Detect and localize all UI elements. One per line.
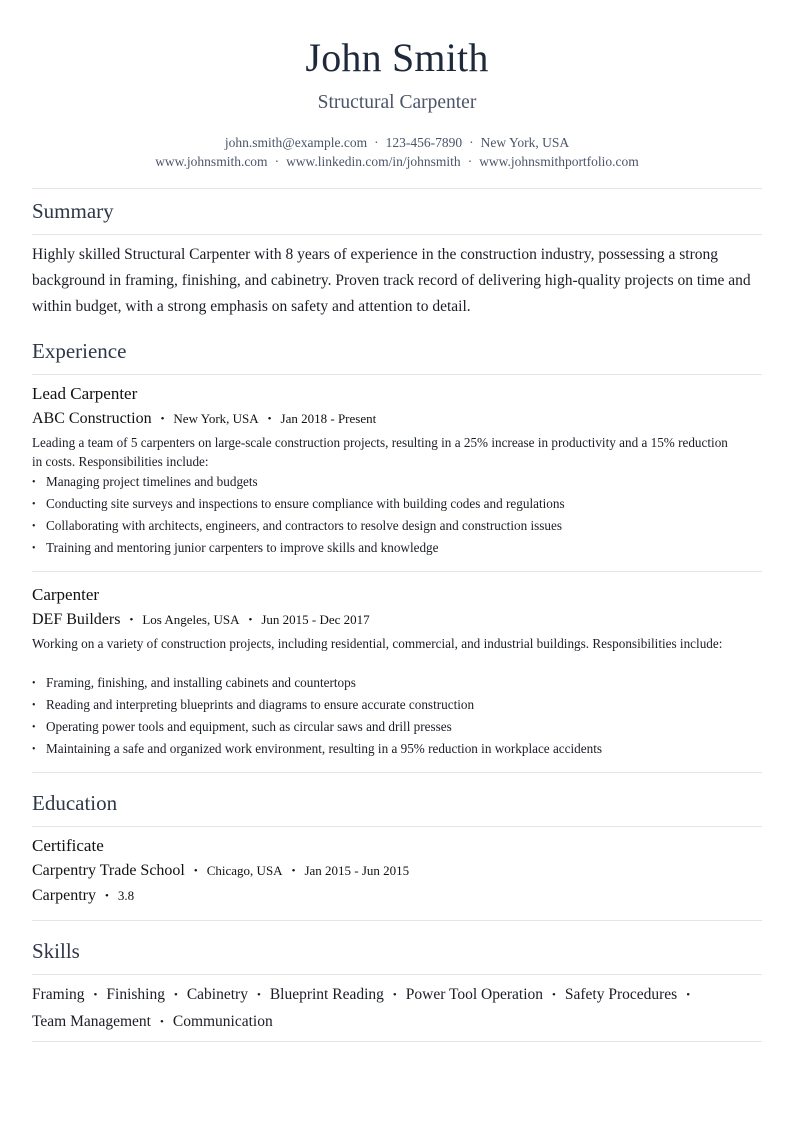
- divider: [32, 974, 762, 975]
- job-description: Leading a team of 5 carpenters on large-scale construction projects, resulting in a 25% increase in productivity and a 15% reduction in costs. Responsibilities include:: [32, 435, 728, 469]
- bullet-text: Framing, finishing, and installing cabinets and countertops: [46, 675, 356, 690]
- school-name: Carpentry Trade School: [32, 862, 185, 879]
- job-dates: Jan 2018 - Present: [280, 411, 377, 426]
- job-title: Lead Carpenter: [32, 384, 138, 403]
- divider: [32, 826, 762, 827]
- meta-dot: •: [104, 890, 109, 902]
- skill-item: Power Tool Operation: [405, 986, 543, 1003]
- list-item: [32, 697, 474, 713]
- candidate-title: Structural Carpenter: [317, 92, 477, 113]
- education-dates: Jan 2015 - Jun 2015: [304, 863, 410, 878]
- bullet: •: [32, 744, 36, 755]
- job-title: Carpenter: [32, 585, 100, 604]
- job-meta: [32, 410, 376, 428]
- contact-separator: ·: [467, 154, 473, 169]
- bullet: •: [32, 722, 36, 733]
- meta-dot: •: [173, 989, 178, 1001]
- skills-heading: Skills: [32, 939, 80, 963]
- bullet-text: Training and mentoring junior carpenters to improve skills and knowledge: [46, 540, 439, 555]
- list-item: [32, 518, 562, 534]
- contact-line-2: [32, 154, 762, 170]
- bullet: •: [32, 521, 36, 532]
- bullet-text: Maintaining a safe and organized work environment, resulting in a 95% reduction in workplace accidents: [46, 741, 603, 756]
- divider: [32, 374, 762, 375]
- skill-item: Framing: [32, 986, 85, 1003]
- school-location: Chicago, USA: [206, 863, 283, 878]
- meta-dot: •: [129, 614, 134, 626]
- company-name: ABC Construction: [32, 410, 152, 427]
- meta-dot: •: [160, 413, 165, 425]
- bullet-text: Collaborating with architects, engineers, and contractors to resolve design and construction issues: [46, 518, 563, 533]
- email-link[interactable]: john.smith@example.com: [224, 135, 368, 150]
- bullet-text: Reading and interpreting blueprints and diagrams to ensure accurate construction: [46, 697, 475, 712]
- contact-line-1: [32, 135, 762, 151]
- job-description: Working on a variety of construction projects, including residential, commercial, and industrial buildings. Responsibilities include:: [32, 636, 723, 651]
- meta-dot: •: [193, 865, 198, 877]
- education-field: [32, 887, 134, 905]
- bullet: •: [32, 700, 36, 711]
- contact-separator: ·: [374, 135, 379, 150]
- job-dates: Jun 2015 - Dec 2017: [261, 612, 370, 627]
- summary-heading: Summary: [32, 199, 114, 223]
- skills-list: [32, 982, 762, 1036]
- bullet-text: Operating power tools and equipment, such as circular saws and drill presses: [46, 719, 452, 734]
- list-item: [32, 540, 439, 556]
- meta-dot: •: [267, 413, 272, 425]
- gpa: 3.8: [117, 888, 135, 903]
- field-of-study: Carpentry: [32, 887, 96, 904]
- bullet: •: [32, 477, 36, 488]
- contact-separator: ·: [469, 135, 474, 150]
- degree: Certificate: [32, 836, 104, 855]
- list-item: [32, 741, 602, 757]
- linkedin-link[interactable]: www.linkedin.com/in/johnsmith: [286, 154, 461, 169]
- experience-heading: Experience: [32, 339, 127, 363]
- divider: [32, 571, 762, 572]
- bullet: •: [32, 499, 36, 510]
- bullet-text: Conducting site surveys and inspections to ensure compliance with building codes and regulations: [46, 496, 565, 511]
- job-location: New York, USA: [173, 411, 259, 426]
- portfolio-link[interactable]: www.johnsmithportfolio.com: [479, 154, 639, 169]
- bullet-text: Managing project timelines and budgets: [46, 474, 258, 489]
- list-item: [32, 496, 565, 512]
- skill-item: Blueprint Reading: [269, 986, 384, 1003]
- meta-dot: •: [686, 989, 691, 1001]
- education-meta: [32, 862, 409, 880]
- list-item: [32, 719, 452, 735]
- bullet: •: [32, 543, 36, 554]
- job-meta: [32, 611, 370, 629]
- skill-item: Team Management: [32, 1013, 151, 1030]
- meta-dot: •: [256, 989, 261, 1001]
- phone-number: 123-456-7890: [385, 135, 463, 150]
- skill-item: Communication: [172, 1013, 273, 1030]
- summary-text: Highly skilled Structural Carpenter with 8 years of experience in the construction industry, possessing a strong background in framing, finishing, and cabinetry. Proven track record of delivering high-quality projects on time and within budget, with a strong emphasis on safety and attention to detail.: [32, 246, 751, 315]
- skill-item: Cabinetry: [186, 986, 248, 1003]
- meta-dot: •: [93, 989, 98, 1001]
- list-item: [32, 675, 356, 691]
- divider: [32, 1041, 762, 1042]
- contact-separator: ·: [274, 154, 280, 169]
- job-location: Los Angeles, USA: [142, 612, 240, 627]
- divider: [32, 234, 762, 235]
- divider: [32, 188, 762, 189]
- list-item: [32, 474, 258, 490]
- divider: [32, 772, 762, 773]
- meta-dot: •: [160, 1016, 164, 1028]
- company-name: DEF Builders: [32, 611, 121, 628]
- education-heading: Education: [32, 791, 118, 815]
- meta-dot: •: [291, 865, 296, 877]
- meta-dot: •: [392, 989, 397, 1001]
- divider: [32, 920, 762, 921]
- website-link[interactable]: www.johnsmith.com: [155, 154, 268, 169]
- candidate-name: John Smith: [305, 35, 489, 80]
- location: New York, USA: [480, 135, 570, 150]
- meta-dot: •: [248, 614, 253, 626]
- bullet: •: [32, 678, 36, 689]
- meta-dot: •: [552, 989, 556, 1001]
- skill-item: Safety Procedures: [564, 986, 678, 1003]
- skill-item: Finishing: [106, 986, 165, 1003]
